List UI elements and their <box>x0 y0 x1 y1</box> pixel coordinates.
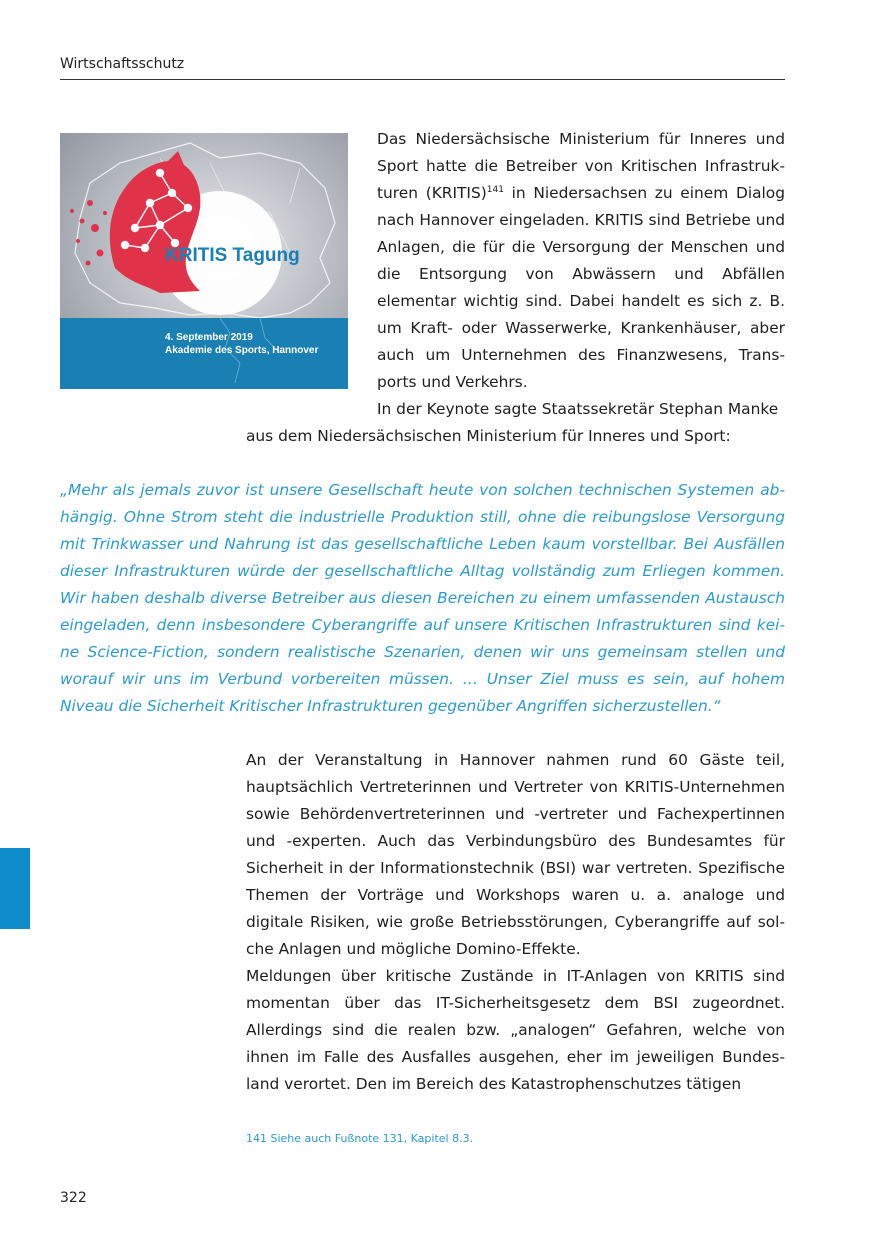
header-divider <box>60 79 785 80</box>
page-number: 322 <box>60 1190 87 1206</box>
paragraph-event: An der Veranstaltung in Hannover nahmen rund 60 Gäste teil, hauptsächlich Vertreterinnen und Vertreter von KRITIS-Unternehmen sowie Behördenvertreterinnen und -vertreter und Fachexpertinnen und -experten. Auch das Verbindungsbüro des Bundesamtes für Sicherheit in der Informationstechnik (BSI) war vertreten. Spezifische Themen der Vorträge und Workshops waren u. a. analoge und digitale Risiken, wie große Betriebsstörungen, Cyberangriffe auf solche Anlagen und mögliche Domino-Effekte. <box>246 751 785 958</box>
running-head: Wirtschaftsschutz <box>60 56 185 72</box>
kritis-tagung-image <box>60 133 348 389</box>
paragraph-intro-part1: Das Niedersächsische Ministerium für Inneres und Sport hatte die Betreiber von Kritischen Infrastrukturen (KRITIS) <box>377 130 785 202</box>
keynote-line-2: aus dem Niedersächsischen Ministerium für Inneres und Sport: <box>246 427 731 445</box>
keynote-quote: „Mehr als jemals zuvor ist unsere Gesellschaft heute von solchen technischen Systemen abhängig. Ohne Strom steht die industrielle Produktion still, ohne die reibungslose Versorgung mit Trinkwasser und Nahrung ist das gesellschaftliche Leben kaum vorstellbar. Bei Ausfällen dieser Infrastrukturen würde der gesellschaftliche Alltag vollständig zum Erliegen kommen. Wir haben deshalb diverse Betreiber aus diesen Bereichen zu einem umfassenden Austausch eingeladen, denn insbesondere Cyberangriffe auf unsere Kritischen Infrastrukturen sind keine Science-Fiction, sondern realistische Szenarien, denen wir uns gemeinsam stellen und worauf wir uns im Verbund vorbereiten müssen. … Unser Ziel muss es sein, auf hohem Niveau die Sicherheit Kritischer Infrastrukturen gegenüber Angriffen sicherzustellen.“ <box>60 481 785 715</box>
chapter-side-tab <box>0 848 30 929</box>
footnote-ref: 141 <box>486 185 504 195</box>
figure-title: KRITIS Tagung <box>165 245 300 266</box>
keynote-line-1: In der Keynote sagte Staatssekretär Stephan Manke <box>377 400 779 418</box>
paragraph-intro-part2: in Niedersachsen zu einem Dialog nach Hannover eingeladen. KRITIS sind Betriebe und Anlagen, die für die Versorgung der Menschen und die Entsorgung von Abwässern und Abfällen elementar wichtig sind. Dabei handelt es sich z. B. um Kraft- oder Wasserwerke, Krankenhäuser, aber auch um Unternehmen des Finanzwesens, Transports und Verkehrs. <box>377 184 785 391</box>
paragraph-intro <box>377 126 785 396</box>
figure-venue: Akademie des Sports, Hannover <box>165 345 319 356</box>
footnote: 141 Siehe auch Fußnote 131, Kapitel 8.3. <box>246 1132 474 1145</box>
figure-date: 4. September 2019 <box>165 332 253 343</box>
paragraph-reporting: Meldungen über kritische Zustände in IT-Anlagen von KRITIS sind momentan über das IT-Sicherheitsgesetz dem BSI zugeordnet. Allerdings sind die realen bzw. „analogen“ Gefahren, welche von ihnen im Falle des Ausfalles ausgehen, eher im jeweiligen Bundesland verortet. Den im Bereich des Katastrophenschutzes tätigen <box>246 967 785 1093</box>
